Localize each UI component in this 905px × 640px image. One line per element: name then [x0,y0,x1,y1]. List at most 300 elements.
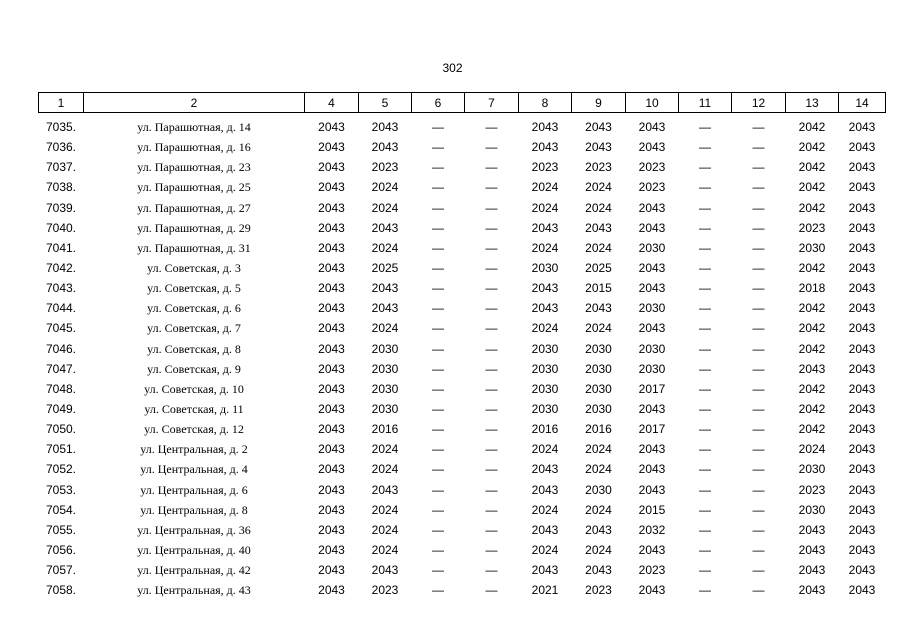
year-cell: — [432,583,444,598]
year-cell: — [699,341,711,356]
table-row [39,278,886,298]
year-cell: — [485,381,498,396]
year-cell: 2030 [531,341,559,356]
year-cell: — [699,281,711,296]
year-cell: 2043 [318,240,345,255]
year-cell: 2023 [798,220,826,235]
year-cell: — [485,180,498,195]
year-cell: 2024 [531,240,559,255]
table-row [39,318,886,338]
row-number: 7040. [45,220,77,235]
year-cell: — [432,341,444,356]
year-cell: 2024 [371,321,399,336]
year-cell: 2043 [638,281,666,296]
year-cell: 2042 [798,140,826,155]
year-cell: — [485,140,498,155]
year-cell: 2043 [318,482,345,497]
year-cell: 2043 [371,120,399,135]
year-cell: — [432,180,444,195]
year-cell: — [432,502,444,517]
address-cell: ул. Советская, д. 5 [147,281,241,296]
year-cell: — [699,563,711,578]
year-cell: — [752,402,765,417]
address-cell: ул. Парашютная, д. 14 [137,120,251,135]
year-cell: 2024 [585,240,612,255]
year-cell: — [485,462,498,477]
year-cell: — [485,341,498,356]
year-cell: 2023 [638,180,666,195]
year-cell: 2024 [531,543,559,558]
address-cell: ул. Центральная, д. 43 [137,583,251,598]
year-cell: — [699,220,711,235]
year-cell: — [699,442,711,457]
year-cell: 2043 [531,281,559,296]
year-cell: 2017 [638,422,666,437]
year-cell: 2023 [585,160,612,175]
year-cell: — [432,301,444,316]
row-number: 7053. [45,482,77,497]
address-cell: ул. Советская, д. 9 [147,361,241,376]
year-cell: 2042 [798,180,826,195]
column-header: 13 [786,93,839,113]
year-cell: 2043 [798,563,826,578]
year-cell: 2043 [318,180,345,195]
year-cell: — [485,502,498,517]
row-number: 7035. [45,120,77,135]
row-number: 7056. [45,543,77,558]
year-cell: 2043 [638,261,666,276]
column-header: 14 [839,93,886,113]
year-cell: 2043 [371,563,399,578]
table-row [39,399,886,419]
address-cell: ул. Центральная, д. 6 [140,482,248,497]
year-cell: 2023 [798,482,826,497]
year-cell: 2043 [318,502,345,517]
year-cell: — [485,301,498,316]
year-cell: — [699,301,711,316]
year-cell: — [699,502,711,517]
year-cell: 2043 [371,220,399,235]
year-cell: — [752,442,765,457]
row-number: 7037. [45,160,77,175]
year-cell: — [752,200,765,215]
year-cell: 2043 [848,442,876,457]
year-cell: — [752,261,765,276]
year-cell: 2030 [531,361,559,376]
year-cell: 2042 [798,261,826,276]
year-cell: — [752,482,765,497]
year-cell: — [485,361,498,376]
year-cell: 2043 [638,200,666,215]
year-cell: 2024 [798,442,826,457]
year-cell: 2043 [531,301,559,316]
year-cell: 2043 [531,482,559,497]
year-cell: — [752,240,765,255]
year-cell: 2043 [848,462,876,477]
year-cell: 2024 [531,200,559,215]
year-cell: — [752,140,765,155]
year-cell: — [485,240,498,255]
table-row [39,459,886,479]
year-cell: 2043 [798,583,826,598]
table-row [39,339,886,359]
year-cell: — [485,442,498,457]
year-cell: 2023 [638,563,666,578]
year-cell: 2043 [531,220,559,235]
row-number: 7039. [45,200,77,215]
address-cell: ул. Советская, д. 11 [144,402,244,417]
table-row [39,419,886,439]
year-cell: — [485,422,498,437]
year-cell: 2018 [798,281,826,296]
year-cell: 2043 [848,281,876,296]
column-header: 2 [84,93,305,113]
year-cell: — [752,583,765,598]
year-cell: 2043 [585,563,612,578]
year-cell: 2024 [371,200,399,215]
year-cell: 2023 [638,160,666,175]
row-number: 7057. [45,563,77,578]
year-cell: — [432,120,444,135]
row-number: 7036. [45,140,77,155]
year-cell: 2030 [371,341,399,356]
table-row [39,580,886,600]
year-cell: 2023 [371,583,399,598]
year-cell: 2043 [848,120,876,135]
year-cell: — [752,160,765,175]
year-cell: 2043 [848,240,876,255]
year-cell: — [432,160,444,175]
row-number: 7047. [45,361,77,376]
year-cell: — [752,522,765,537]
year-cell: — [432,422,444,437]
year-cell: 2043 [531,522,559,537]
row-number: 7042. [45,261,77,276]
year-cell: — [752,120,765,135]
year-cell: 2030 [585,341,612,356]
year-cell: 2024 [585,442,612,457]
table-row [39,157,886,177]
year-cell: 2042 [798,160,826,175]
year-cell: — [432,240,444,255]
year-cell: — [485,220,498,235]
year-cell: — [752,220,765,235]
table-row [39,137,886,157]
year-cell: 2043 [318,140,345,155]
year-cell: 2043 [848,361,876,376]
row-number: 7043. [45,281,77,296]
year-cell: 2043 [318,361,345,376]
year-cell: 2043 [848,160,876,175]
year-cell: — [699,402,711,417]
year-cell: 2043 [371,301,399,316]
year-cell: 2043 [318,321,345,336]
year-cell: — [699,462,711,477]
year-cell: 2043 [848,321,876,336]
year-cell: — [752,543,765,558]
year-cell: 2043 [798,543,826,558]
year-cell: — [485,543,498,558]
year-cell: 2024 [585,502,612,517]
table-row [39,177,886,197]
data-table [38,92,886,600]
year-cell: — [752,301,765,316]
year-cell: 2030 [531,261,559,276]
year-cell: 2043 [531,462,559,477]
year-cell: 2024 [585,462,612,477]
column-header: 1 [39,93,84,113]
address-cell: ул. Парашютная, д. 27 [137,200,251,215]
year-cell: 2042 [798,301,826,316]
year-cell: 2043 [318,462,345,477]
row-number: 7055. [45,522,77,537]
year-cell: 2043 [798,361,826,376]
year-cell: — [432,361,444,376]
row-number: 7058. [45,583,77,598]
year-cell: — [699,381,711,396]
row-number: 7054. [45,502,77,517]
year-cell: 2043 [371,482,399,497]
row-number: 7045. [45,321,77,336]
year-cell: 2042 [798,422,826,437]
column-header: 4 [305,93,359,113]
year-cell: — [752,381,765,396]
year-cell: 2030 [531,402,559,417]
year-cell: 2016 [531,422,559,437]
row-number: 7038. [45,180,77,195]
year-cell: 2015 [585,281,612,296]
year-cell: 2043 [638,543,666,558]
year-cell: — [485,563,498,578]
year-cell: 2043 [318,563,345,578]
year-cell: 2024 [585,200,612,215]
year-cell: 2043 [371,140,399,155]
address-cell: ул. Парашютная, д. 23 [137,160,251,175]
year-cell: 2042 [798,200,826,215]
column-header: 12 [732,93,786,113]
year-cell: — [432,381,444,396]
year-cell: 2043 [638,402,666,417]
year-cell: — [432,220,444,235]
year-cell: 2024 [531,321,559,336]
column-header: 8 [519,93,572,113]
year-cell: — [485,160,498,175]
year-cell: 2043 [638,442,666,457]
column-header: 5 [359,93,412,113]
year-cell: 2043 [848,341,876,356]
year-cell: 2024 [371,240,399,255]
year-cell: 2043 [318,301,345,316]
table-row [39,500,886,520]
page-number: 302 [442,61,463,75]
year-cell: 2043 [531,140,559,155]
year-cell: 2030 [371,381,399,396]
year-cell: — [752,180,765,195]
table-row [39,238,886,258]
year-cell: 2043 [848,301,876,316]
table-row [39,359,886,379]
year-cell: — [432,321,444,336]
table-row [39,379,886,399]
year-cell: — [432,200,444,215]
year-cell: 2043 [585,140,612,155]
row-number: 7048. [45,381,77,396]
year-cell: 2043 [318,261,345,276]
year-cell: 2016 [371,422,399,437]
table-body [39,113,886,601]
year-cell: 2043 [318,522,345,537]
year-cell: 2043 [848,220,876,235]
year-cell: — [752,422,765,437]
year-cell: — [432,261,444,276]
year-cell: 2043 [318,220,345,235]
year-cell: 2043 [848,482,876,497]
year-cell: — [432,462,444,477]
year-cell: 2043 [318,402,345,417]
year-cell: 2030 [371,361,399,376]
header-row [39,93,886,113]
year-cell: 2024 [585,180,612,195]
year-cell: 2042 [798,381,826,396]
table-row [39,480,886,500]
year-cell: — [699,583,711,598]
year-cell: — [699,261,711,276]
year-cell: — [432,442,444,457]
year-cell: — [699,120,711,135]
year-cell: 2030 [638,240,666,255]
table-row [39,113,886,138]
year-cell: — [752,502,765,517]
year-cell: 2042 [798,341,826,356]
year-cell: 2043 [638,220,666,235]
year-cell: 2043 [848,381,876,396]
year-cell: 2043 [318,442,345,457]
year-cell: 2016 [585,422,612,437]
year-cell: 2042 [798,402,826,417]
year-cell: 2043 [638,583,666,598]
address-cell: ул. Советская, д. 3 [147,261,241,276]
year-cell: — [699,180,711,195]
address-cell: ул. Центральная, д. 4 [140,462,248,477]
year-cell: 2043 [318,583,345,598]
address-cell: ул. Советская, д. 8 [147,341,241,356]
year-cell: 2043 [318,120,345,135]
column-header: 6 [412,93,465,113]
year-cell: 2024 [531,180,559,195]
year-cell: 2030 [585,482,612,497]
address-cell: ул. Парашютная, д. 29 [137,220,251,235]
year-cell: 2024 [585,543,612,558]
address-cell: ул. Советская, д. 10 [144,381,244,396]
year-cell: — [752,341,765,356]
address-cell: ул. Центральная, д. 8 [140,502,248,517]
year-cell: 2024 [531,502,559,517]
year-cell: 2023 [531,160,559,175]
year-cell: 2030 [798,240,826,255]
year-cell: 2030 [638,361,666,376]
address-cell: ул. Центральная, д. 36 [137,522,251,537]
year-cell: — [699,361,711,376]
year-cell: 2043 [318,381,345,396]
year-cell: 2030 [798,462,826,477]
year-cell: 2030 [371,402,399,417]
year-cell: 2030 [798,502,826,517]
year-cell: 2043 [638,140,666,155]
year-cell: — [752,563,765,578]
year-cell: 2024 [371,462,399,477]
year-cell: 2025 [585,261,612,276]
address-cell: ул. Советская, д. 6 [147,301,241,316]
year-cell: — [485,583,498,598]
year-cell: — [485,522,498,537]
year-cell: 2043 [848,522,876,537]
address-cell: ул. Парашютная, д. 31 [137,240,251,255]
row-number: 7041. [45,240,77,255]
year-cell: 2023 [585,583,612,598]
year-cell: 2030 [638,341,666,356]
year-cell: — [699,200,711,215]
year-cell: — [699,240,711,255]
year-cell: — [432,281,444,296]
year-cell: 2043 [848,502,876,517]
year-cell: 2043 [531,120,559,135]
year-cell: 2025 [371,261,399,276]
year-cell: 2042 [798,120,826,135]
row-number: 7051. [45,442,77,457]
year-cell: 2043 [318,281,345,296]
year-cell: — [485,482,498,497]
year-cell: 2043 [848,422,876,437]
column-header: 9 [572,93,626,113]
year-cell: — [432,522,444,537]
year-cell: 2024 [371,522,399,537]
year-cell: 2024 [531,442,559,457]
year-cell: 2043 [318,422,345,437]
year-cell: — [485,261,498,276]
row-number: 7049. [45,402,77,417]
year-cell: — [752,361,765,376]
year-cell: — [485,120,498,135]
year-cell: — [485,281,498,296]
column-header: 10 [626,93,679,113]
year-cell: 2043 [585,301,612,316]
year-cell: 2043 [318,200,345,215]
year-cell: — [432,140,444,155]
year-cell: 2017 [638,381,666,396]
year-cell: 2030 [585,402,612,417]
column-header: 7 [465,93,519,113]
year-cell: 2030 [531,381,559,396]
year-cell: — [752,462,765,477]
table-row [39,258,886,278]
year-cell: — [485,402,498,417]
year-cell: 2043 [638,482,666,497]
year-cell: 2042 [798,321,826,336]
year-cell: 2043 [638,462,666,477]
table-row [39,218,886,238]
table-row [39,439,886,459]
year-cell: — [752,281,765,296]
year-cell: 2043 [848,583,876,598]
year-cell: 2043 [848,200,876,215]
year-cell: 2032 [638,522,666,537]
year-cell: 2015 [638,502,666,517]
year-cell: 2043 [848,140,876,155]
address-cell: ул. Советская, д. 12 [144,422,244,437]
year-cell: 2024 [585,321,612,336]
year-cell: — [485,321,498,336]
year-cell: 2043 [638,321,666,336]
